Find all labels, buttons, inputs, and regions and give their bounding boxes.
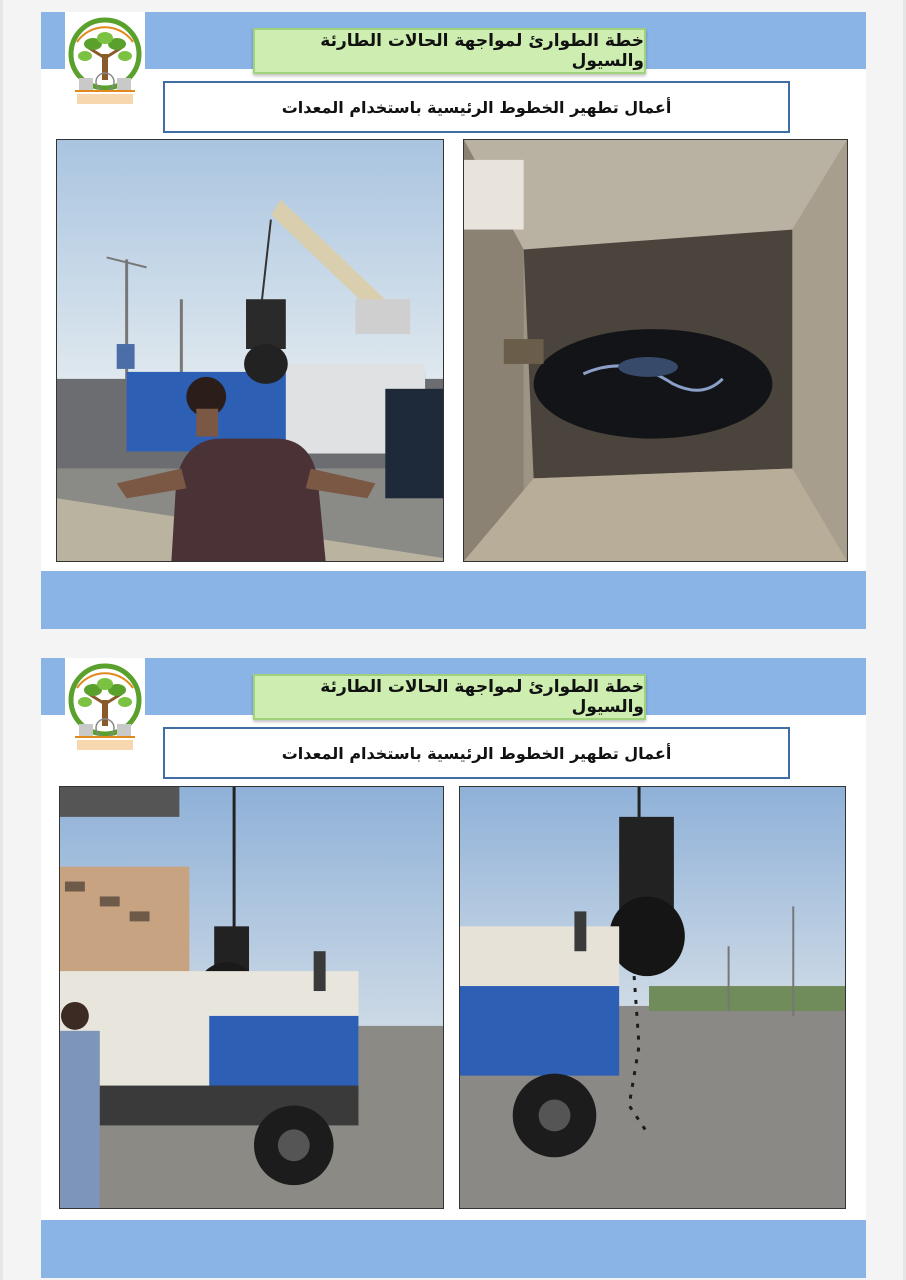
photo-manhole-interior <box>463 139 848 562</box>
footer-band <box>41 1220 866 1278</box>
works-subtitle: أعمال تطهير الخطوط الرئيسية باستخدام المعدات <box>163 727 790 779</box>
works-subtitle: أعمال تطهير الخطوط الرئيسية باستخدام المعدات <box>163 81 790 133</box>
slide-2 <box>41 658 866 1278</box>
city-logo <box>65 12 145 108</box>
photo-truck-bucket-road <box>459 786 846 1209</box>
plan-title: خطة الطوارئ لمواجهة الحالات الطارئة والسيول <box>253 28 646 74</box>
footer-band <box>41 571 866 629</box>
photo-truck-grab-bucket <box>59 786 444 1209</box>
plan-title: خطة الطوارئ لمواجهة الحالات الطارئة والسيول <box>253 674 646 720</box>
photo-crane-truck-worker <box>56 139 444 562</box>
city-logo <box>65 658 145 754</box>
slide-1 <box>41 12 866 629</box>
page-left-edge <box>0 0 3 1280</box>
